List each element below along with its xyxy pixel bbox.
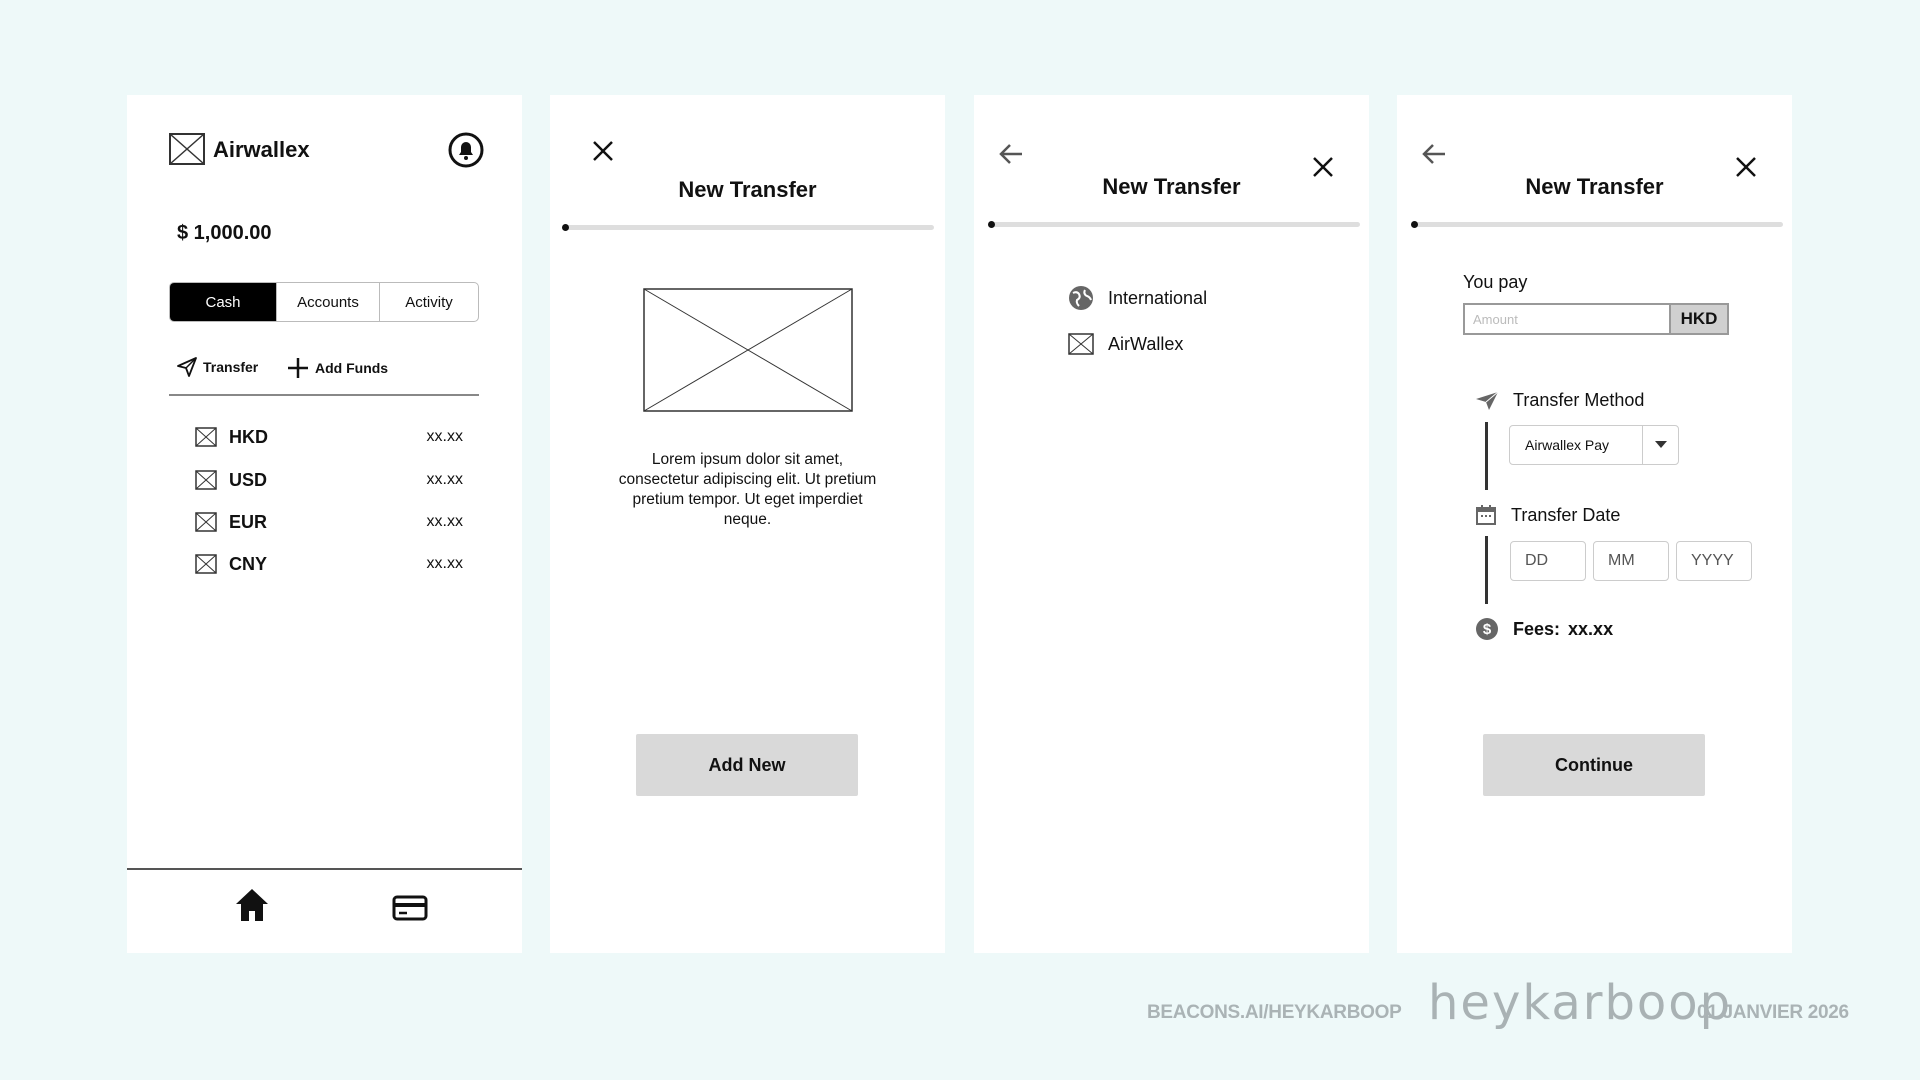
option-international[interactable]	[1068, 285, 1207, 311]
globe-icon	[1068, 285, 1094, 311]
progress-bar	[564, 225, 934, 230]
option-airwallex[interactable]	[1068, 333, 1183, 355]
notification-bell-icon[interactable]	[448, 132, 484, 168]
currency-flag-icon	[195, 512, 217, 532]
currency-row[interactable]	[195, 468, 463, 492]
transfer-label: Transfer	[203, 359, 259, 375]
currency-code: CNY	[229, 553, 268, 574]
day-input[interactable]: DD	[1510, 541, 1586, 581]
fees-label: Fees:	[1513, 618, 1561, 639]
brand-signature: heykarboop	[1428, 975, 1733, 1031]
image-placeholder-icon	[643, 288, 853, 412]
actions-divider	[169, 394, 479, 396]
dollar-coin-icon	[1475, 617, 1499, 641]
card-icon[interactable]	[392, 895, 428, 921]
fees-step	[1475, 617, 1613, 641]
amount-placeholder: Amount	[1473, 311, 1518, 327]
add-funds-button[interactable]	[287, 357, 388, 379]
option-label: AirWallex	[1108, 333, 1184, 354]
back-arrow-icon[interactable]	[998, 143, 1024, 165]
currency-code: HKD	[229, 426, 268, 447]
page-title: New Transfer	[1102, 174, 1241, 199]
plus-icon	[287, 357, 309, 379]
currency-amount: xx.xx	[426, 428, 463, 445]
footer-date: 01 JANVIER 2026	[1697, 1002, 1849, 1023]
close-icon[interactable]	[592, 140, 614, 162]
currency-amount: xx.xx	[426, 555, 463, 572]
new-transfer-details-screen	[1397, 95, 1792, 953]
airwallex-placeholder-icon	[1068, 333, 1094, 355]
balance-amount: $ 1,000.00	[177, 222, 272, 244]
step-connector	[1485, 536, 1488, 604]
transfer-date-label: Transfer Date	[1511, 504, 1621, 525]
currency-flag-icon	[195, 470, 217, 490]
svg-text:$: $	[1482, 621, 1492, 638]
app-logo-text: Airwallex	[213, 137, 310, 162]
currency-code: EUR	[229, 511, 268, 532]
currency-row[interactable]	[195, 552, 463, 576]
currency-amount: xx.xx	[426, 471, 463, 488]
progress-bar	[990, 222, 1360, 227]
currency-amount: xx.xx	[426, 513, 463, 530]
home-screen	[127, 95, 522, 953]
currency-row[interactable]	[195, 510, 463, 534]
page-title: New Transfer	[678, 177, 817, 202]
year-input[interactable]: YYYY	[1676, 541, 1752, 581]
add-funds-label: Add Funds	[315, 360, 389, 376]
tab-activity[interactable]: Activity	[379, 283, 478, 321]
step-connector	[1485, 422, 1488, 490]
you-pay-label: You pay	[1463, 272, 1528, 292]
transfer-method-step	[1475, 390, 1644, 411]
home-icon[interactable]	[234, 887, 270, 923]
amount-input[interactable]	[1463, 303, 1729, 335]
page-title: New Transfer	[1525, 174, 1664, 199]
month-input[interactable]: MM	[1593, 541, 1669, 581]
bottom-nav-divider	[127, 868, 522, 870]
add-new-button[interactable]: Add New	[636, 734, 858, 796]
continue-button[interactable]: Continue	[1483, 734, 1705, 796]
account-tabs	[169, 282, 479, 322]
new-transfer-type-screen	[974, 95, 1369, 953]
currency-selector[interactable]: HKD	[1669, 305, 1727, 333]
currency-row[interactable]	[195, 425, 463, 449]
currency-code: USD	[229, 469, 268, 490]
footer-link[interactable]: BEACONS.AI/HEYKARBOOP	[1147, 1002, 1402, 1023]
logo-placeholder-icon	[169, 133, 205, 165]
transfer-date-step	[1475, 504, 1620, 526]
transfer-button[interactable]	[177, 357, 258, 377]
currency-flag-icon	[195, 427, 217, 447]
chevron-down-icon[interactable]	[1642, 426, 1678, 464]
tab-accounts[interactable]: Accounts	[276, 283, 379, 321]
progress-bar	[1413, 222, 1783, 227]
new-transfer-empty-screen	[550, 95, 945, 953]
tab-cash[interactable]: Cash	[170, 283, 276, 321]
description-text: Lorem ipsum dolor sit amet, consectetur adipiscing elit. Ut pretium pretium tempor. Ut eget imperdiet neque.	[618, 451, 877, 528]
fees-value: xx.xx	[1568, 618, 1614, 639]
transfer-method-value: Airwallex Pay	[1525, 437, 1610, 453]
option-label: International	[1108, 287, 1208, 308]
currency-flag-icon	[195, 554, 217, 574]
back-arrow-icon[interactable]	[1421, 143, 1447, 165]
transfer-method-label: Transfer Method	[1513, 390, 1645, 410]
transfer-method-select[interactable]	[1509, 425, 1679, 465]
paper-plane-icon	[1475, 391, 1499, 411]
paper-plane-icon	[177, 357, 197, 377]
calendar-icon	[1475, 504, 1497, 526]
